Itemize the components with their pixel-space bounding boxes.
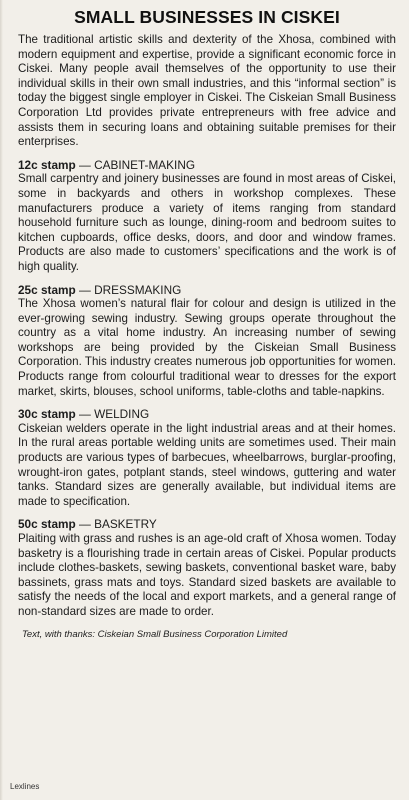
section-topic: CABINET-MAKING [94,157,196,172]
stamp-value: 12c stamp [18,157,76,172]
section-topic: DRESSMAKING [94,282,182,297]
heading-dash: — [75,282,95,297]
section-heading [18,283,396,298]
section-dressmaking [18,283,396,400]
footer-imprint: Lexlines [10,782,40,791]
stamp-value: 30c stamp [18,407,76,422]
section-body: Ciskeian welders operate in the light industrial areas and at their homes. In the rural areas portable welding units are sometimes used. Their main products are various types of barbecues, wheelbarrows, burglar-proofing, wrought-iron gates, potplant stands, steel windows, guttering and water tanks. Standard sizes are generally available, but individual items are made to specification. [18,421,396,508]
section-body: The Xhosa women’s natural flair for colour and design is utilized in the ever-growing sewing industry. Sewing groups operate throughout the country as a vital home industry. An increasing number of sewing workshops are being provided by the Ciskeian Small Business Corporation. This industry creates numerous job opportunities for women. Products range from colourful traditional wear to dresses for the export market, skirts, blouses, school uniforms, table-cloths and table-napkins. [18,297,396,398]
section-heading [18,517,396,532]
intro-paragraph: The traditional artistic skills and dexterity of the Xhosa, combined with modern equipment and expertise, provide a significant economic force in Ciskei. Many people avail themselves of the opportunity to use their individual skills in their own small industries, and this “informal section” is today the biggest single employer in Ciskei. The Ciskeian Small Business Corporation Ltd provides private entrepreneurs with free advice and assists them in securing loans and obtaining suitable premises for their enterprises. [18,33,396,149]
section-basketry [18,517,396,619]
section-welding [18,407,396,509]
page-title: SMALL BUSINESSES IN CISKEI [74,7,340,27]
stamp-value: 50c stamp [18,517,76,532]
heading-dash: — [75,517,95,532]
section-topic: WELDING [94,407,150,422]
credit-line: Text, with thanks: Ciskeian Small Business Corporation Limited [22,628,288,640]
section-cabinet-making [18,158,396,275]
section-body: Plaiting with grass and rushes is an age-old craft of Xhosa women. Today basketry is a flourishing trade in certain areas of Ciskei. Popular products include clothes-baskets, sewing baskets, conventional basket ware, baby bassinets, grass mats and toys. Standard sized baskets are available to satisfy the needs of the local and export markets, and a general range of non-standard sizes are made to order. [18,532,396,618]
section-body: Small carpentry and joinery businesses are found in most areas of Ciskei, some in backyards and others in workshop complexes. These manufacturers produce a variety of items ranging from standard household furniture such as lounge, dining-room and bedroom suites to kitchen cupboards, office desks, doors, and door and window frames. Products are also made to customers’ specifications and the work is of high quality. [18,172,396,273]
heading-dash: — [75,157,95,172]
section-heading [18,158,396,173]
section-heading [18,407,396,422]
section-topic: BASKETRY [94,517,157,532]
heading-dash: — [75,407,95,422]
stamp-value: 25c stamp [18,282,76,297]
